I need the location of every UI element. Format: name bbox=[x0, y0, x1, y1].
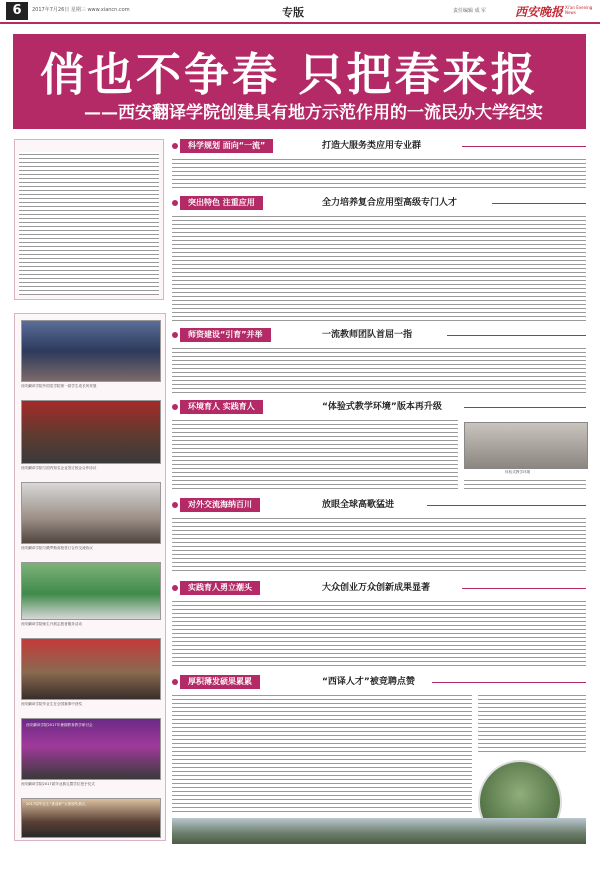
campus-skyline-image bbox=[172, 818, 586, 844]
intro-text bbox=[19, 152, 159, 295]
section-1-rule bbox=[462, 146, 586, 147]
intro-box bbox=[14, 139, 164, 300]
main-headline: 俏也不争春 只把春来报 bbox=[40, 48, 539, 101]
page-number: 6 bbox=[6, 2, 28, 20]
section-4-header bbox=[172, 400, 586, 414]
section-7-tag: 厚积薄发硕果累累 bbox=[180, 675, 260, 689]
section-3-tag: 师资建设“引育”并举 bbox=[180, 328, 271, 342]
section-7-rule bbox=[432, 682, 586, 683]
section-6-title: 大众创业万众创新成果显著 bbox=[322, 583, 431, 593]
photo-volunteers bbox=[21, 562, 161, 620]
photo-caption-5: 西安翻译学院毕业生在全国赛事中获奖 bbox=[21, 702, 83, 706]
dateline: 2017年7月26日 星期三 www.xiancn.com bbox=[32, 7, 130, 13]
section-6-rule bbox=[462, 588, 586, 589]
section-3-rule bbox=[447, 335, 586, 336]
newspaper-logo-sub: Xi'an Evening News bbox=[565, 5, 593, 15]
section-1-tag: 科学规划 面向“一流” bbox=[180, 139, 273, 153]
section-3-text bbox=[172, 346, 586, 394]
bullet-icon bbox=[172, 332, 178, 338]
section-6-header bbox=[172, 581, 586, 595]
section-1-title: 打造大服务类应用专业群 bbox=[322, 141, 422, 151]
section-5-text bbox=[172, 516, 586, 574]
bullet-icon bbox=[172, 679, 178, 685]
section-7-text bbox=[172, 693, 472, 813]
photo-banner-text: 西安翻译学院2017年暑期教育教学研讨会 bbox=[26, 723, 93, 727]
section-5-title: 放眼全球高歌猛进 bbox=[322, 500, 395, 510]
section-1-header bbox=[172, 139, 586, 153]
photo-caption-4: 西安翻译学院师生开展志愿者服务活动 bbox=[21, 622, 83, 626]
bullet-icon bbox=[172, 502, 178, 508]
photo-banner-text-2: 2017届毕业生“挑战杯”大赛颁奖典礼 bbox=[26, 802, 86, 806]
editor-label: 责任编辑 成 军 bbox=[453, 8, 487, 14]
section-4-text bbox=[172, 418, 458, 490]
section-7-title: “西译人才”被竞聘点赞 bbox=[322, 677, 415, 687]
section-4-title: “体验式教学环境”版本再升级 bbox=[322, 402, 442, 412]
section-3-title: 一流教师团队首屈一指 bbox=[322, 330, 413, 340]
sub-headline: ——西安翻译学院创建具有地方示范作用的一流民办大学纪实 bbox=[84, 103, 543, 123]
section-1-text bbox=[172, 157, 586, 189]
section-5-tag: 对外交流海纳百川 bbox=[180, 498, 260, 512]
photo-seminar bbox=[21, 718, 161, 780]
photo-award bbox=[21, 638, 161, 700]
section-6-text bbox=[172, 599, 586, 669]
section-label: 专版 bbox=[282, 6, 304, 19]
section-4-text-2 bbox=[464, 478, 586, 490]
photo-caption-3: 西安翻译学院与俄罗斯高校签订合作交流协议 bbox=[21, 546, 93, 550]
bullet-icon bbox=[172, 143, 178, 149]
section-7-text-2 bbox=[478, 693, 586, 755]
classroom-caption: 体验式教学环境 bbox=[505, 470, 531, 474]
photo-caption-1: 西安翻译学院外国语学院第一届学生成长风采展 bbox=[21, 384, 97, 388]
newspaper-logo: 西安晚报 bbox=[515, 5, 564, 19]
photo-group-1 bbox=[21, 320, 161, 382]
photo-column bbox=[14, 313, 166, 841]
section-7-header bbox=[172, 675, 586, 689]
bullet-icon bbox=[172, 404, 178, 410]
photo-graduates bbox=[21, 798, 161, 838]
section-3-header bbox=[172, 328, 586, 342]
section-4-rule bbox=[464, 407, 586, 408]
section-4-tag: 环境育人 实践育人 bbox=[180, 400, 263, 414]
photo-signing bbox=[21, 482, 161, 544]
section-6-tag: 实践育人勇立潮头 bbox=[180, 581, 260, 595]
section-2-header bbox=[172, 196, 586, 210]
photo-group-2 bbox=[21, 400, 161, 464]
classroom-photo bbox=[464, 422, 588, 469]
section-2-rule bbox=[492, 203, 586, 204]
section-5-rule bbox=[427, 505, 586, 506]
section-2-text bbox=[172, 214, 586, 322]
section-5-header bbox=[172, 498, 586, 512]
photo-caption-2: 西安翻译学院与国内知名企业签订校企合作协议 bbox=[21, 466, 97, 470]
section-2-tag: 突出特色 注重应用 bbox=[180, 196, 263, 210]
bullet-icon bbox=[172, 200, 178, 206]
photo-caption-6: 西安翻译学院2017届毕业典礼暨学位授予仪式 bbox=[21, 782, 95, 786]
section-2-title: 全力培养复合应用型高级专门人才 bbox=[322, 198, 458, 208]
bullet-icon bbox=[172, 585, 178, 591]
